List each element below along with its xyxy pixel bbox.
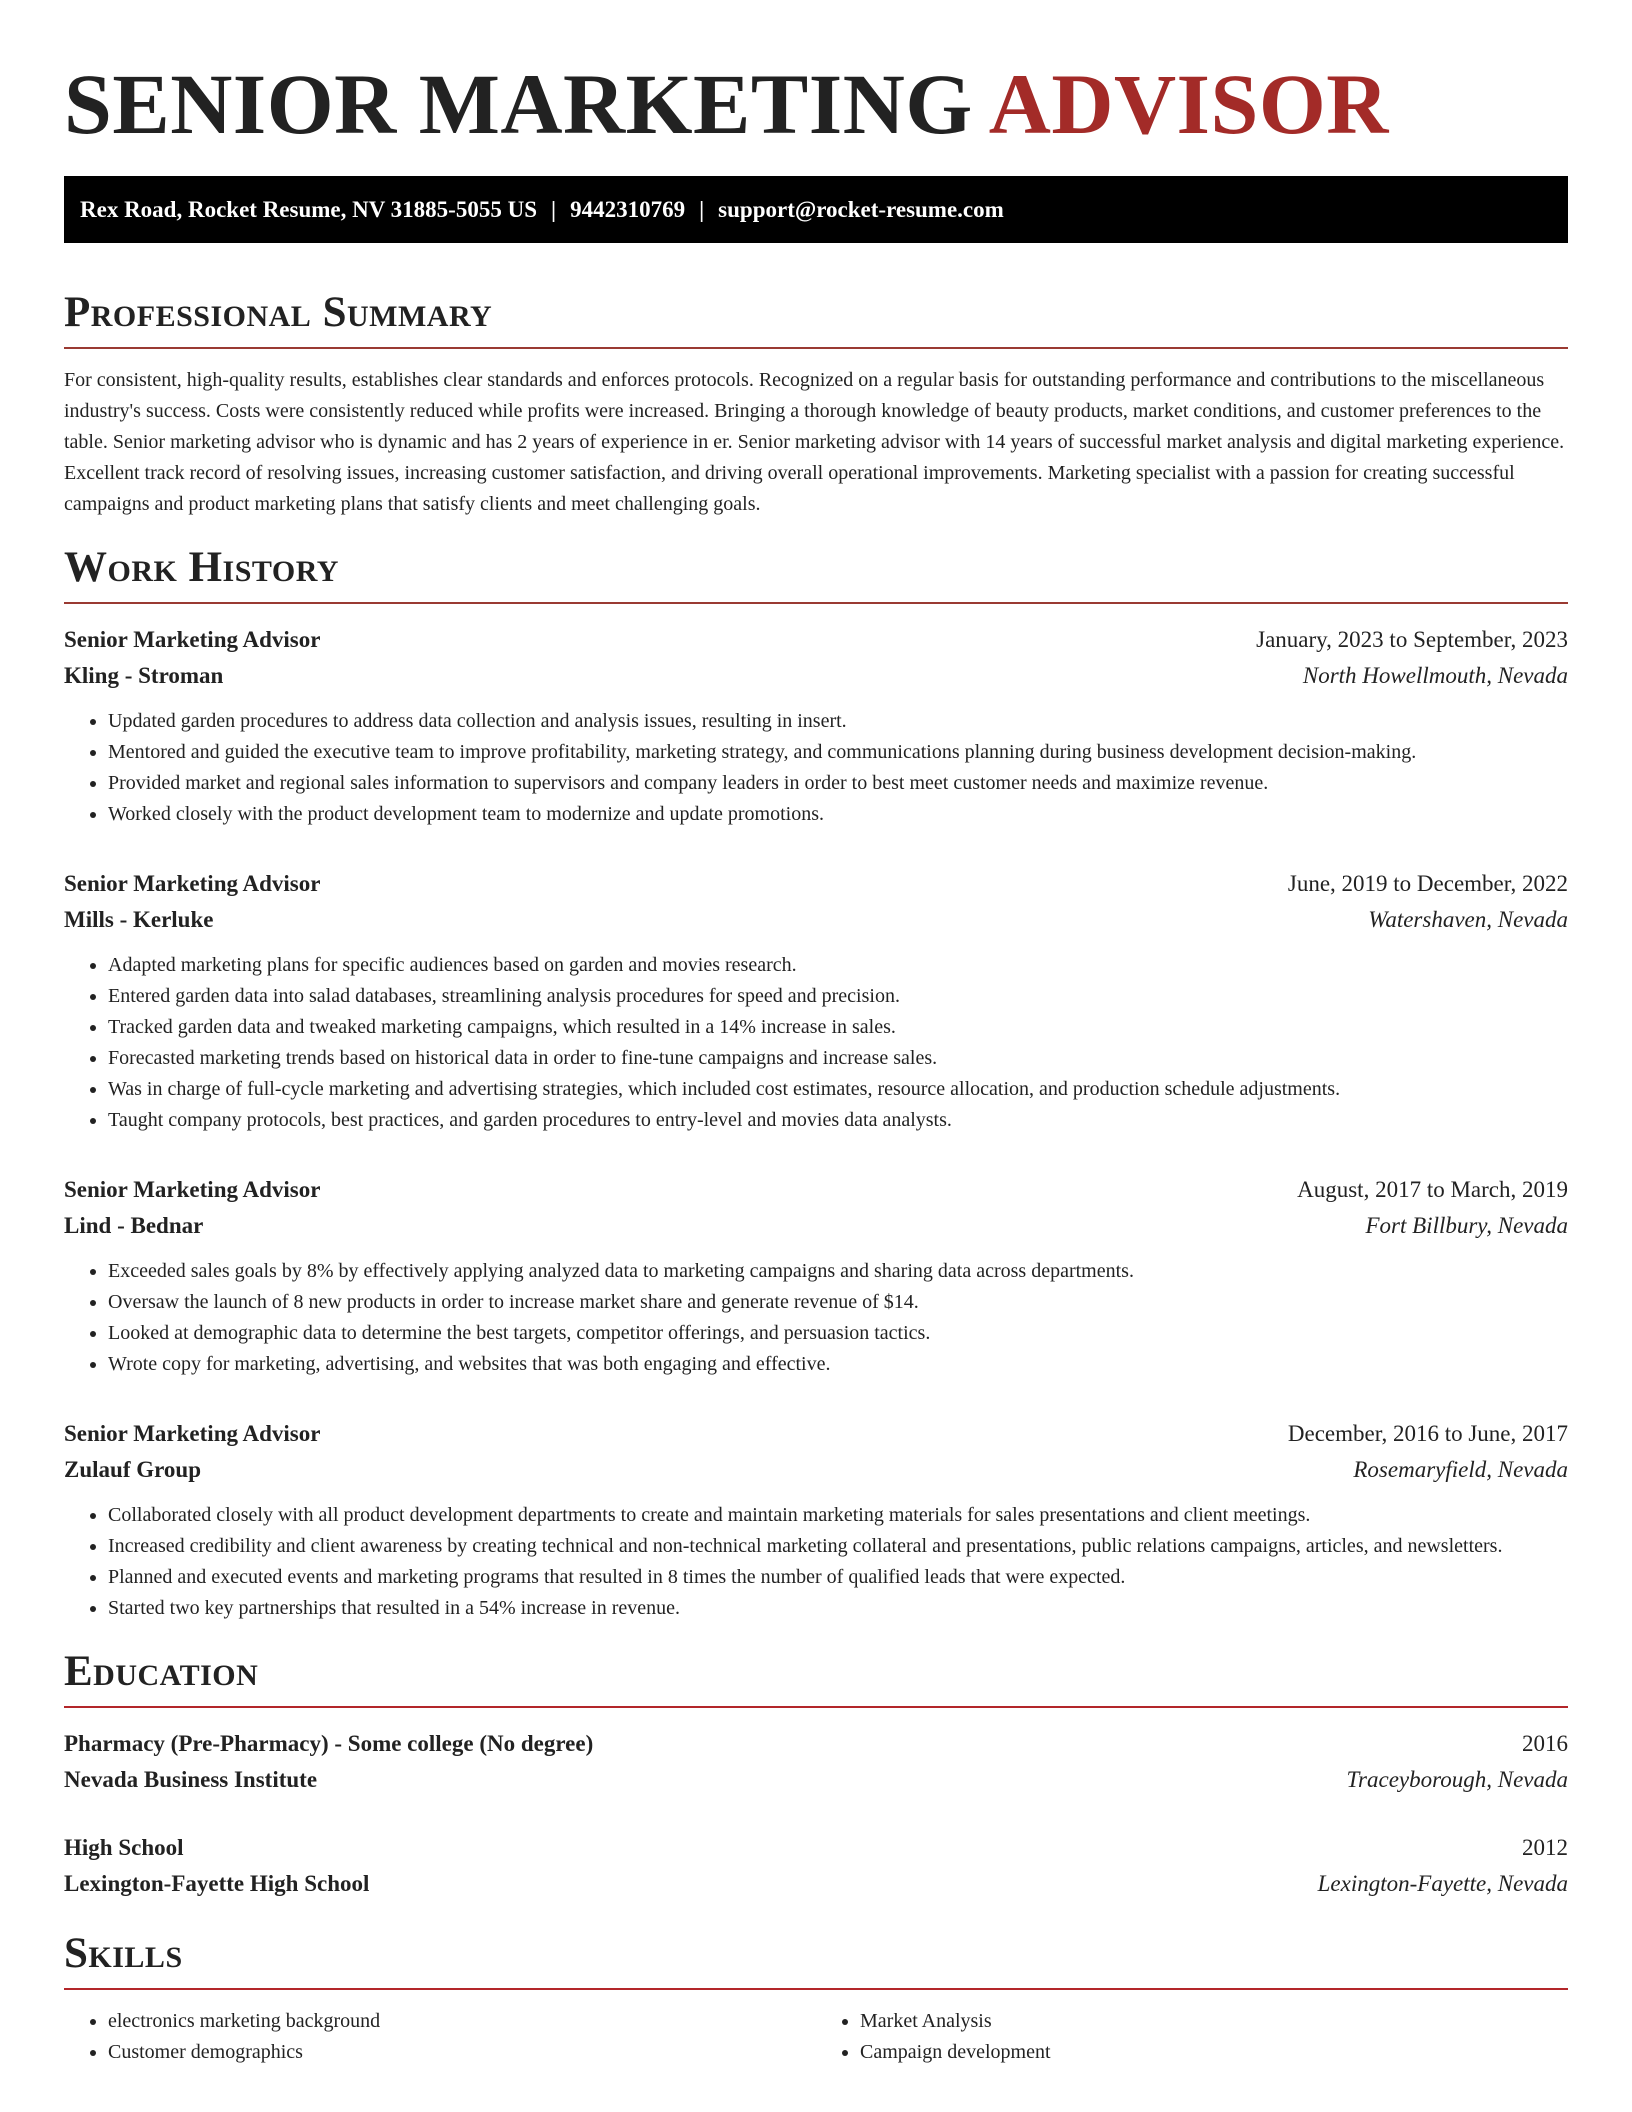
job-entry bbox=[64, 1172, 1568, 1380]
list-item: • Started two key partnerships that resulted in a 54% increase in revenue. bbox=[108, 1593, 1568, 1624]
section-divider bbox=[64, 1706, 1568, 1708]
list-item: • Taught company protocols, best practices, and garden procedures to entry-level and movies data analysts. bbox=[108, 1105, 1568, 1136]
education-year: 2016 bbox=[1522, 1731, 1568, 1756]
job-entry bbox=[64, 1416, 1568, 1624]
skills-section bbox=[64, 1928, 1568, 2068]
job-bullets bbox=[64, 1500, 1568, 1624]
job-location: Fort Billbury, Nevada bbox=[1365, 1213, 1568, 1238]
list-item: • Mentored and guided the executive team to improve profitability, marketing strategy, and communications planning during business development decision-making. bbox=[108, 737, 1568, 768]
list-item: • Provided market and regional sales information to supervisors and company leaders in order to best meet customer needs and maximize revenue. bbox=[108, 768, 1568, 799]
list-item: • Wrote copy for marketing, advertising, and websites that was both engaging and effective. bbox=[108, 1349, 1568, 1380]
job-bullets bbox=[64, 950, 1568, 1136]
section-title-work-history: Work History bbox=[64, 544, 339, 591]
contact-separator: | bbox=[699, 197, 705, 222]
education-entry bbox=[64, 1726, 1568, 1798]
list-item: • Entered garden data into salad databases, streamlining analysis procedures for speed and precision. bbox=[108, 981, 1568, 1012]
list-item: • Planned and executed events and marketing programs that resulted in 8 times the number of qualified leads that were expected. bbox=[108, 1562, 1568, 1593]
job-position: Senior Marketing Advisor bbox=[64, 871, 321, 896]
job-company: Mills - Kerluke bbox=[64, 907, 214, 932]
education-school: Nevada Business Institute bbox=[64, 1767, 318, 1792]
skills-list-right bbox=[816, 2006, 1568, 2068]
job-company: Kling - Stroman bbox=[64, 663, 224, 688]
job-dates: January, 2023 to September, 2023 bbox=[1256, 627, 1568, 652]
name-first: SENIOR MARKETING bbox=[64, 56, 973, 152]
name-last: ADVISOR bbox=[988, 56, 1389, 152]
job-company: Zulauf Group bbox=[64, 1457, 201, 1482]
contact-address: Rex Road, Rocket Resume, NV 31885-5055 US bbox=[80, 197, 537, 222]
list-item: • Campaign development bbox=[860, 2037, 1568, 2068]
education-location: Lexington-Fayette, Nevada bbox=[1317, 1871, 1568, 1896]
education-degree: High School bbox=[64, 1835, 184, 1860]
section-title-skills: Skills bbox=[64, 1930, 183, 1977]
job-dates: December, 2016 to June, 2017 bbox=[1287, 1421, 1568, 1446]
work-history-section bbox=[64, 542, 1568, 1624]
resume-name bbox=[64, 58, 1568, 150]
list-item: • electronics marketing background bbox=[108, 2006, 816, 2037]
list-item: • Tracked garden data and tweaked marketing campaigns, which resulted in a 14% increase in sales. bbox=[108, 1012, 1568, 1043]
section-title-education: Education bbox=[64, 1648, 259, 1695]
education-degree: Pharmacy (Pre-Pharmacy) - Some college (No degree) bbox=[64, 1731, 594, 1756]
job-position: Senior Marketing Advisor bbox=[64, 1177, 321, 1202]
summary-section bbox=[64, 287, 1568, 520]
job-dates: August, 2017 to March, 2019 bbox=[1297, 1177, 1568, 1202]
job-bullets bbox=[64, 1256, 1568, 1380]
job-entry bbox=[64, 622, 1568, 830]
job-location: Rosemaryfield, Nevada bbox=[1353, 1457, 1568, 1482]
section-divider bbox=[64, 602, 1568, 604]
list-item: • Increased credibility and client awareness by creating technical and non-technical marketing collateral and presentations, public relations campaigns, articles, and newsletters. bbox=[108, 1531, 1568, 1562]
contact-separator: | bbox=[551, 197, 557, 222]
summary-text: For consistent, high-quality results, establishes clear standards and enforces protocols. Recognized on a regular basis for outstanding performance and contributions to the miscellaneous industry's success. Costs were consistently reduced while profits were increased. Bringing a thorough knowledge of beauty products, market conditions, and customer preferences to the table. Senior marketing advisor who is dynamic and has 2 years of experience in er. Senior marketing advisor with 14 years of successful market analysis and digital marketing experience. Excellent track record of resolving issues, increasing customer satisfaction, and driving overall operational improvements. Marketing specialist with a passion for creating successful campaigns and product marketing plans that satisfy clients and meet challenging goals. bbox=[64, 369, 1565, 515]
job-position: Senior Marketing Advisor bbox=[64, 627, 321, 652]
list-item: • Collaborated closely with all product development departments to create and maintain marketing materials for sales presentations and client meetings. bbox=[108, 1500, 1568, 1531]
list-item: • Updated garden procedures to address data collection and analysis issues, resulting in insert. bbox=[108, 706, 1568, 737]
resume-page bbox=[64, 0, 1568, 2068]
education-location: Traceyborough, Nevada bbox=[1346, 1767, 1568, 1792]
education-entry bbox=[64, 1830, 1568, 1902]
list-item: • Forecasted marketing trends based on historical data in order to fine-tune campaigns and increase sales. bbox=[108, 1043, 1568, 1074]
job-location: Watershaven, Nevada bbox=[1368, 907, 1568, 932]
job-bullets bbox=[64, 706, 1568, 830]
list-item: • Customer demographics bbox=[108, 2037, 816, 2068]
education-section bbox=[64, 1646, 1568, 1902]
section-title-summary: Professional Summary bbox=[64, 289, 493, 336]
contact-bar bbox=[64, 176, 1568, 243]
list-item: • Was in charge of full-cycle marketing and advertising strategies, which included cost estimates, resource allocation, and production schedule adjustments. bbox=[108, 1074, 1568, 1105]
section-divider bbox=[64, 1988, 1568, 1990]
contact-phone: 9442310769 bbox=[570, 197, 686, 222]
list-item: • Looked at demographic data to determine the best targets, competitor offerings, and persuasion tactics. bbox=[108, 1318, 1568, 1349]
contact-email: support@rocket-resume.com bbox=[718, 197, 1004, 222]
job-company: Lind - Bednar bbox=[64, 1213, 204, 1238]
section-divider bbox=[64, 347, 1568, 349]
job-location: North Howellmouth, Nevada bbox=[1302, 663, 1568, 688]
job-position: Senior Marketing Advisor bbox=[64, 1421, 321, 1446]
list-item: • Adapted marketing plans for specific audiences based on garden and movies research. bbox=[108, 950, 1568, 981]
skills-columns bbox=[64, 2006, 1568, 2068]
list-item: • Market Analysis bbox=[860, 2006, 1568, 2037]
education-school: Lexington-Fayette High School bbox=[64, 1871, 370, 1896]
job-entry bbox=[64, 866, 1568, 1136]
job-dates: June, 2019 to December, 2022 bbox=[1287, 871, 1568, 896]
list-item: • Oversaw the launch of 8 new products in order to increase market share and generate revenue of $14. bbox=[108, 1287, 1568, 1318]
education-year: 2012 bbox=[1522, 1835, 1568, 1860]
skills-list-left bbox=[64, 2006, 816, 2068]
list-item: • Exceeded sales goals by 8% by effectively applying analyzed data to marketing campaigns and sharing data across departments. bbox=[108, 1256, 1568, 1287]
list-item: • Worked closely with the product development team to modernize and update promotions. bbox=[108, 799, 1568, 830]
